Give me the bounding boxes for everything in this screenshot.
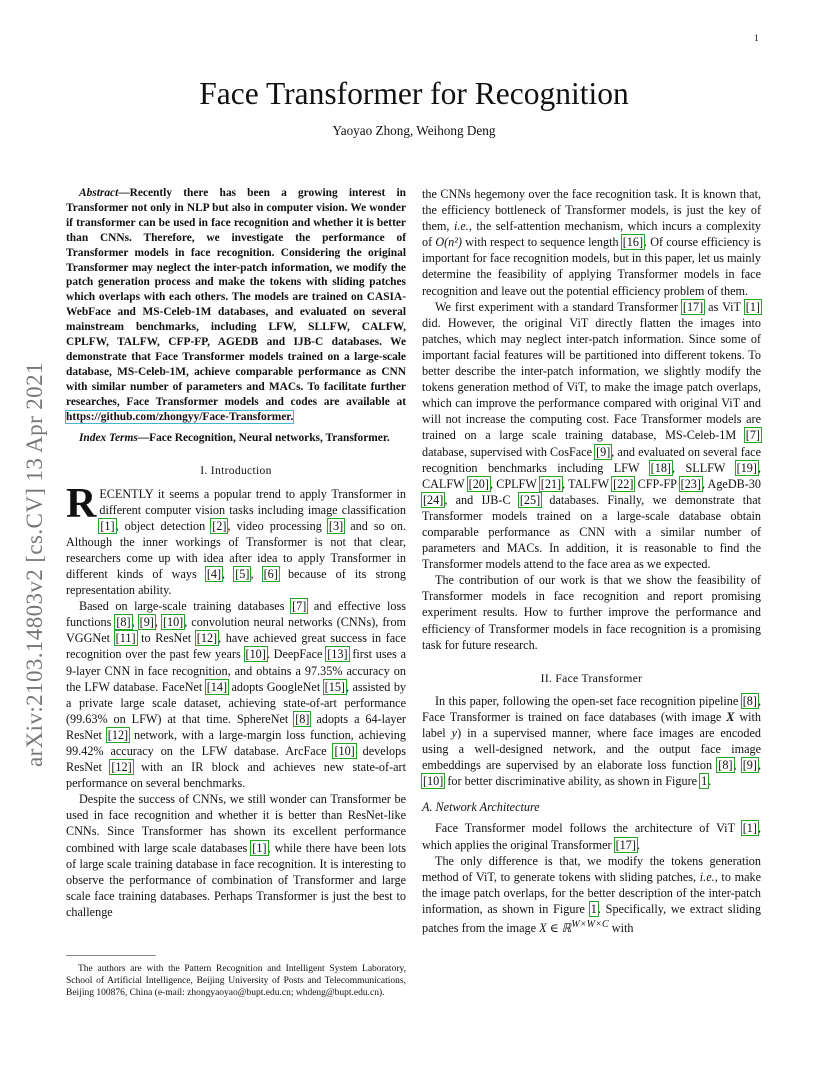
citation-link[interactable]: [13] <box>327 647 348 662</box>
paper-authors: Yaoyao Zhong, Weihong Deng <box>332 123 496 138</box>
citation-link[interactable]: [7] <box>745 428 760 443</box>
citation-link[interactable]: [25] <box>519 492 541 507</box>
citation-link[interactable]: [8] <box>116 615 131 630</box>
citation-link[interactable]: [10] <box>423 774 444 789</box>
footnote-rule <box>66 955 156 956</box>
citation-link[interactable]: [18] <box>650 460 671 475</box>
image-space-math: X ∈ ℝ <box>539 921 572 936</box>
citation-link[interactable]: [10] <box>162 615 184 630</box>
citation-link[interactable]: [10] <box>245 647 266 662</box>
left-column <box>66 186 406 920</box>
citation-link[interactable]: [17] <box>615 837 636 852</box>
citation-link[interactable]: [5] <box>235 566 250 581</box>
citation-link[interactable]: [2] <box>212 518 227 533</box>
citation-link[interactable]: [12] <box>107 727 129 742</box>
complexity-math: O(n²) <box>435 235 462 250</box>
abstract <box>66 186 406 425</box>
intro-paragraph-3: Despite the success of CNNs, we still wonder can Transformer be used in face recognition and whether it is better than ResNet-like CNNs. Since Transformer has shown its excellent performance combined with large scale databases [1], while there have been lots of large scale training database in face recognition. It is interesting to observe the performance of combination of Transformer and large scale face training databases. Perhaps Transformer is just the best to challenge <box>66 792 406 919</box>
citation-link[interactable]: [19] <box>736 460 757 475</box>
index-terms-lead: Index Terms <box>79 431 138 444</box>
citation-link[interactable]: [8] <box>718 758 733 773</box>
github-link[interactable]: https://github.com/zhongyy/Face-Transformer. <box>66 410 294 423</box>
citation-link[interactable]: [4] <box>206 566 222 581</box>
citation-link[interactable]: [1] <box>742 821 757 836</box>
right-column <box>422 186 761 936</box>
citation-link[interactable]: [23] <box>680 476 701 491</box>
citation-link[interactable]: [20] <box>468 476 489 491</box>
abstract-lead: Abstract <box>79 187 119 199</box>
citation-link[interactable]: [12] <box>196 631 218 646</box>
section-heading-introduction: I. Introduction <box>200 464 272 478</box>
right-paragraph-5: Face Transformer model follows the architecture of ViT [1], which applies the original Transformer [17]. <box>422 821 761 852</box>
citation-link[interactable]: [9] <box>742 758 757 773</box>
paper-title: Face Transformer for Recognition <box>199 76 629 111</box>
subsection-heading-network-architecture: A. Network Architecture <box>422 800 540 815</box>
index-terms <box>66 431 406 446</box>
right-paragraph-3: The contribution of our work is that we show the feasibility of Transformer models in face recognition and report promising experiment results. How to further improve the performance and efficiency of Transformer models in face recognition is a promising task for future research. <box>422 573 761 652</box>
citation-link[interactable]: [16] <box>622 235 644 250</box>
citation-link[interactable]: [24] <box>423 492 444 507</box>
citation-link[interactable]: [10] <box>334 744 355 758</box>
arxiv-stamp: arXiv:2103.14803v2 [cs.CV] 13 Apr 2021 <box>22 362 47 767</box>
citation-link[interactable]: [12] <box>111 760 132 775</box>
right-paragraph-4: In this paper, following the open-set face recognition pipeline [8], Face Transformer is trained on face databases (with image X with label y) in a supervised manner, where face images are encoded using a well-designed network, and the output face image embeddings are supervised by an elaborate loss function [8], [9], [10] for better discriminative ability, as shown in Figure 1. <box>422 693 762 789</box>
citation-link[interactable]: [1] <box>252 840 267 855</box>
citation-link[interactable]: [21] <box>540 476 562 491</box>
citation-link[interactable]: [15] <box>324 679 345 694</box>
index-terms-text: —Face Recognition, Neural networks, Transformer. <box>137 431 390 444</box>
citation-link[interactable]: [11] <box>115 631 136 646</box>
citation-link[interactable]: [6] <box>263 566 278 581</box>
citation-link[interactable]: [3] <box>328 518 344 533</box>
citation-link[interactable]: [14] <box>206 679 228 694</box>
intro-paragraph-2: Based on large-scale training databases [7] and effective loss functions [8], [9], [10], convolution neural networks (CNNs), from VGGNet [11] to ResNet [12], have achieved great success in face recognition over the past few years [10]. DeepFace [13] first uses a 9-layer CNN in face recognition, and obtains a 97.35% accuracy on the LFW database. FaceNet [14] adopts GoogleNet [15], assisted by a private large scale dataset, achieving state-of-art performance (99.63% on LFW) at that time. SphereNet [8] adopts a 64-layer ResNet [12] network, with a large-margin loss function, achieving 99.42% accuracy on the LFW database. ArcFace [10] develops ResNet [12] with an IR block and achieves new state-of-art performance on several benchmarks. <box>66 599 407 791</box>
drop-cap: R <box>66 480 97 527</box>
citation-link[interactable]: [7] <box>292 599 307 614</box>
figure-link[interactable]: 1 <box>590 901 597 916</box>
citation-link[interactable]: [8] <box>742 693 757 708</box>
citation-link[interactable]: [9] <box>139 615 154 630</box>
section-heading-face-transformer: II. Face Transformer <box>540 671 643 685</box>
citation-link[interactable]: [9] <box>596 444 611 459</box>
citation-link[interactable]: [17] <box>682 299 704 314</box>
citation-link[interactable]: [1] <box>745 299 760 314</box>
intro-paragraph-1: RECENTLY it seems a popular trend to apply Transformer in different computer vision tasks including image classification [1], object detection [2], video processing [3] and so on. Although the inner workings of Transformer is not that clear, researchers come up with idea after idea to apply Transformer in different kinds of ways [4], [5], [6] because of its strong representation ability. <box>66 480 407 598</box>
right-paragraph-1: the CNNs hegemony over the face recognition task. It is known that, the efficiency bottleneck of Transformer models, is just the key of them, i.e., the self-attention mechanism, which incurs a complexity of O(n²) with respect to sequence length [16]. Of course efficiency is important for face recognition models, but in this paper, let us mainly determine the feasibility of applying Transformer models in face recognition and leave out the potential efficiency problem of them. <box>422 187 761 298</box>
right-paragraph-6: The only difference is that, we modify the tokens generation method of ViT, to generate tokens with sliding patches, i.e., to make the image patch overlaps, for the better description of the inter-patch information, as shown in Figure 1. Specifically, we extract sliding patches from the image X ∈ ℝ$^{W\times W\times C}$ with <box>422 853 761 936</box>
author-footnote: The authors are with the Pattern Recognition and Intelligent System Laboratory, School of Artificial Intelligence, Beijing University of Posts and Telecommunications, Beijing 100876, China (e-mail: zhongyaoyao@bupt.edu.cn; whdeng@bupt.edu.cn). <box>66 964 406 999</box>
page-number: 1 <box>754 34 759 44</box>
citation-link[interactable]: [8] <box>295 711 310 726</box>
abstract-text: —Recently there has been a growing interest in Transformer not only in NLP but also in computer vision. We wonder if transformer can be used in face recognition and whether it is better than CNNs. Therefore, we investigate the performance of Transformer models in face recognition. Considering the original Transformer may neglect the inter-patch information, we modify the patch generation process and make the tokens with sliding patches which overlaps with each others. The models are trained on CASIA-WebFace and MS-Celeb-1M databases, and evaluated on several mainstream benchmarks, including LFW, SLLFW, CALFW, CPLFW, TALFW, CFP-FP, AGEDB and IJB-C databases. We demonstrate that Face Transformer models trained on a large-scale database, MS-Celeb-1M, achieve comparable performance as CNN with similar number of parameters and MACs. To facilitate further researches, Face Transformer models and codes are available at <box>66 187 406 408</box>
right-paragraph-2: We first experiment with a standard Transformer [17] as ViT [1] did. However, the original ViT directly flatten the images into patches, which may neglect inter-patch information. Since some of important facial features will be partitioned into different tokens. To better describe the inter-patch information, we slightly modify the tokens generation method of ViT, to make the image patch overlaps, which can improve the performance compared with original ViT and will not increase the computing cost. Face Transformer models are trained on a large scale training database, MS-Celeb-1M [7] database, supervised with CosFace [9], and evaluated on several face recognition benchmarks including LFW [18], SLLFW [19], CALFW [20], CPLFW [21], TALFW [22] CFP-FP [23], AgeDB-30 [24], and IJB-C [25] databases. Finally, we demonstrate that Transformer models trained on a large-scale database obtain comparable performance as CNN with a similar number of parameters and MACs. In addition, it is reasonable to find the Transformer models attend to the face area as we expected. <box>422 299 761 572</box>
citation-link[interactable]: [22] <box>613 476 634 491</box>
figure-link[interactable]: 1 <box>701 774 708 789</box>
citation-link[interactable]: [1] <box>100 518 115 533</box>
